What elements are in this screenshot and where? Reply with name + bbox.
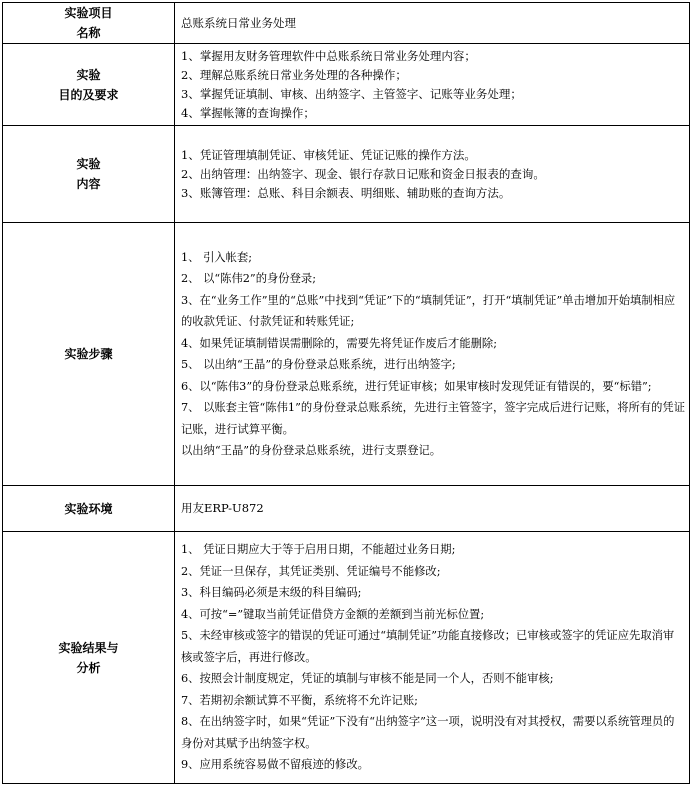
environment-value: 用友ERP-U872 bbox=[175, 486, 690, 532]
label-results bbox=[3, 532, 175, 784]
result-item: 8、在出纳签字时，如果“凭证”下没有“出纳签字”这一项，说明没有对其授权，需要以系统管理员的身份对其赋予出纳签字权。 bbox=[181, 715, 675, 750]
step-item: 7、 以账套主管“陈伟1”的身份登录总账系统，先进行主管签字，签字完成后进行记账，将所有的凭证记账，进行试算平衡。 bbox=[181, 401, 685, 436]
goals-list bbox=[175, 44, 690, 126]
step-item: 以出纳“王晶”的身份登录总账系统，进行支票登记。 bbox=[181, 444, 442, 457]
label-line: 名称 bbox=[76, 26, 101, 40]
label-steps: 实验步骤 bbox=[3, 223, 175, 486]
result-item: 6、按照会计制度规定，凭证的填制与审核不能是同一个人，否则不能审核; bbox=[181, 672, 554, 686]
content-item: 1、凭证管理填制凭证、审核凭证、凭证记账的操作方法。 bbox=[181, 147, 476, 162]
result-item: 4、可按“=”键取当前凭证借贷方金额的差额到当前光标位置; bbox=[181, 607, 485, 621]
steps-list bbox=[175, 223, 690, 486]
content-list bbox=[175, 126, 690, 223]
step-item: 4、如果凭证填制错误需删除的，需要先将凭证作废后才能删除; bbox=[181, 336, 498, 350]
goal-item: 4、掌握帐簿的查询操作； bbox=[181, 105, 315, 120]
label-line: 内容 bbox=[76, 177, 101, 191]
goal-item: 1、掌握用友财务管理软件中总账系统日常业务处理内容； bbox=[181, 48, 476, 63]
row-content bbox=[3, 126, 690, 223]
label-line: 实验 bbox=[76, 67, 101, 82]
row-project-name bbox=[3, 3, 690, 44]
result-item: 9、应用系统容易做不留痕迹的修改。 bbox=[181, 758, 369, 772]
result-item: 1、 凭证日期应大于等于启用日期，不能超过业务日期; bbox=[181, 543, 456, 557]
label-environment: 实验环境 bbox=[3, 486, 175, 532]
result-item: 5、未经审核或签字的错误的凭证可通过“填制凭证”功能直接修改；已审核或签字的凭证应先取消审核或签字后，再进行修改。 bbox=[181, 629, 675, 664]
row-steps bbox=[3, 223, 690, 486]
label-line: 实验项目 bbox=[64, 6, 113, 20]
label-line: 实验 bbox=[76, 157, 101, 171]
row-environment bbox=[3, 486, 690, 532]
project-name-value: 总账系统日常业务处理 bbox=[175, 3, 690, 44]
results-list bbox=[175, 532, 690, 784]
result-item: 2、凭证一旦保存，其凭证类别、凭证编号不能修改; bbox=[181, 564, 441, 578]
label-line: 分析 bbox=[76, 660, 101, 675]
step-item: 2、 以“陈伟2”的身份登录; bbox=[181, 272, 316, 285]
result-item: 3、科目编码必须是末级的科目编码; bbox=[181, 586, 362, 600]
step-item: 1、 引入帐套; bbox=[181, 250, 253, 264]
label-content bbox=[3, 126, 175, 223]
row-goals bbox=[3, 44, 690, 126]
label-line: 实验结果与 bbox=[58, 640, 119, 655]
label-line: 目的及要求 bbox=[58, 87, 119, 102]
step-item: 6、以“陈伟3”的身份登录总账系统，进行凭证审核；如果审核时发现凭证有错误的，要“标错”; bbox=[181, 379, 652, 393]
goal-item: 2、理解总账系统日常业务处理的各种操作； bbox=[181, 67, 407, 82]
content-item: 2、出纳管理：出纳签字、现金、银行存款日记账和资金日报表的查询。 bbox=[181, 166, 545, 181]
label-goals bbox=[3, 44, 175, 126]
goal-item: 3、掌握凭证填制、审核、出纳签字、主管签字、记账等业务处理； bbox=[181, 86, 522, 101]
step-item: 5、 以出纳“王晶”的身份登录总账系统，进行出纳签字; bbox=[181, 358, 456, 371]
experiment-report-table bbox=[2, 2, 690, 784]
result-item: 7、若期初余额试算不平衡，系统将不允许记账; bbox=[181, 693, 418, 707]
label-project-name bbox=[3, 3, 175, 44]
content-item: 3、账簿管理：总账、科目余额表、明细账、辅助账的查询方法。 bbox=[181, 185, 511, 200]
step-item: 3、在“业务工作”里的“总账”中找到“凭证”下的“填制凭证”，打开“填制凭证”单击增加开始填制相应的收款凭证、付款凭证和转账凭证; bbox=[181, 293, 676, 328]
row-results bbox=[3, 532, 690, 784]
